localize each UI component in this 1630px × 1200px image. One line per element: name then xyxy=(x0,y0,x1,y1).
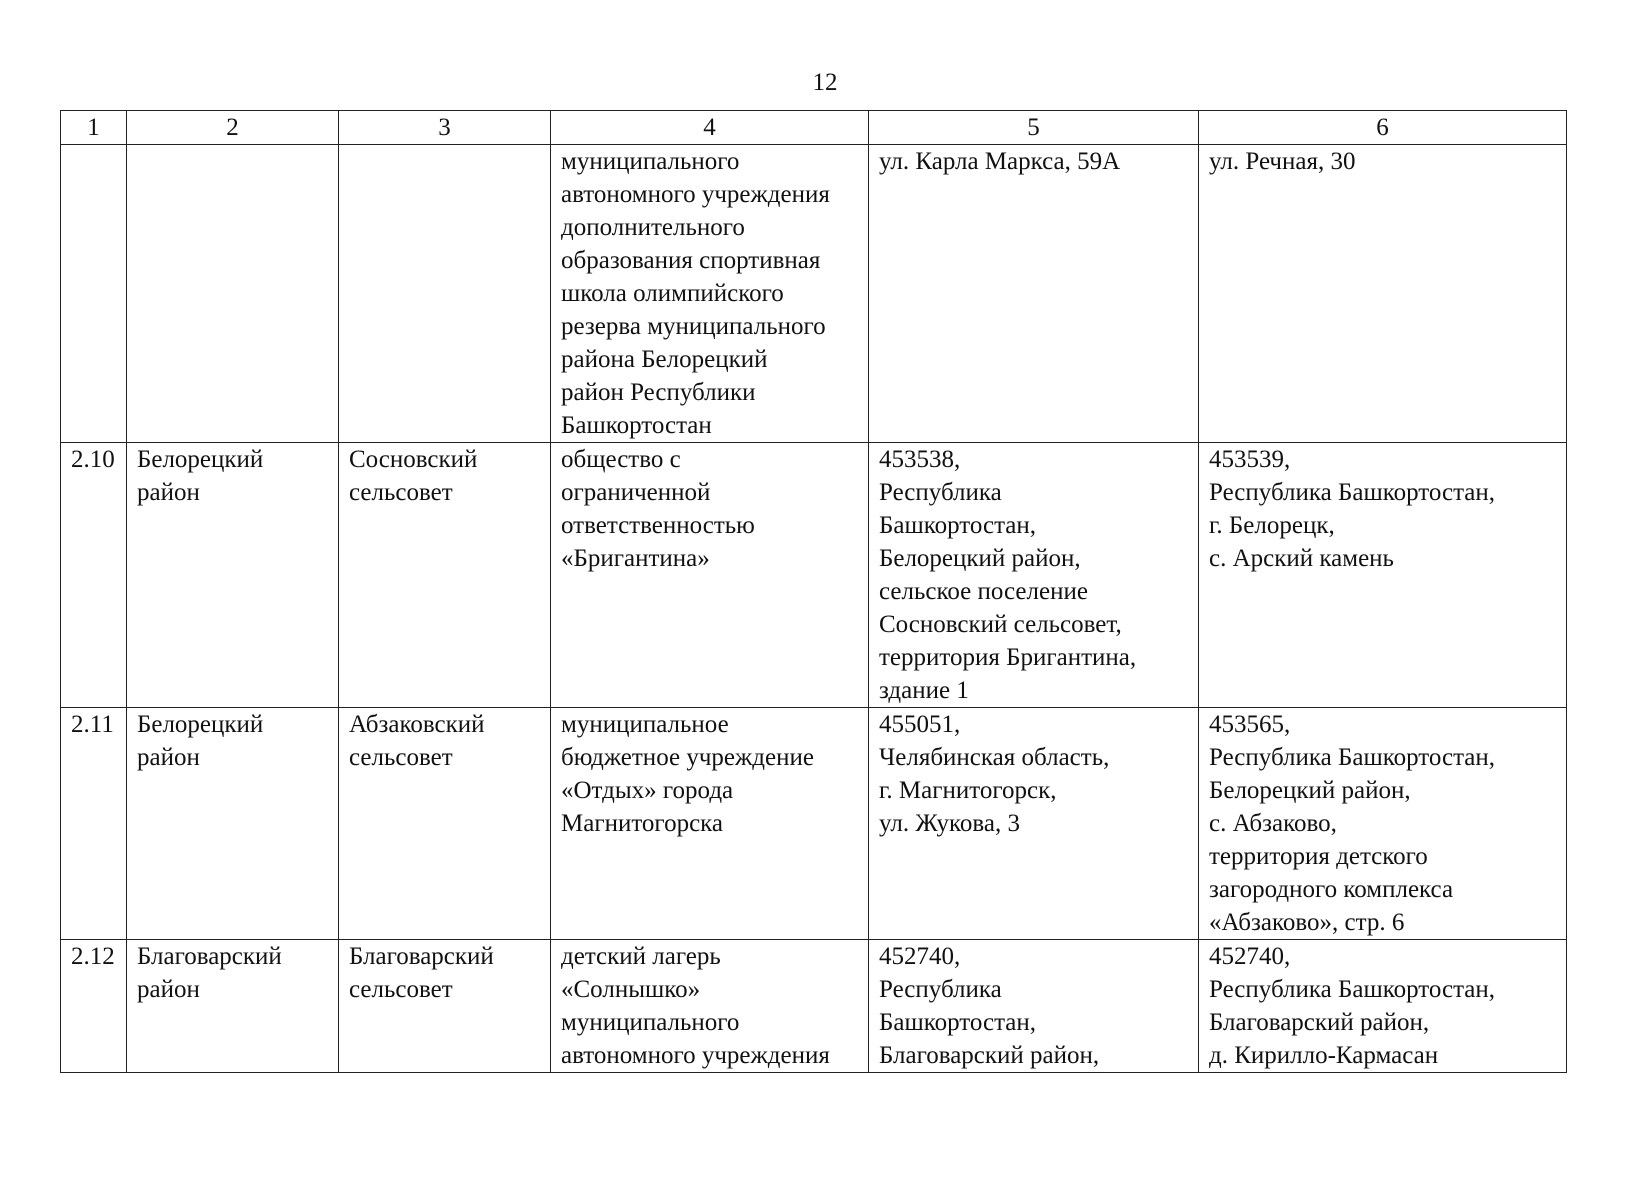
organization-cell xyxy=(551,145,869,443)
organization-cell xyxy=(551,940,869,1073)
legal-address-cell xyxy=(869,443,1199,708)
cell-line: 455051, xyxy=(879,711,961,738)
district-cell xyxy=(127,145,339,443)
cell-line: Белорецкий xyxy=(137,446,264,473)
row-number-cell: 2.12 xyxy=(61,940,127,1073)
cell-line: ограниченной xyxy=(561,479,711,506)
actual-address-cell xyxy=(1199,145,1567,443)
header-col-3: 3 xyxy=(339,111,551,145)
table-body xyxy=(61,145,1567,1073)
cell-line: Башкортостан, xyxy=(879,512,1037,539)
cell-line: Благоварский район, xyxy=(1209,1009,1430,1036)
cell-line: 452740, xyxy=(1209,943,1291,970)
cell-line: резерва муниципального xyxy=(561,313,826,340)
cell-line: ул. Речная, 30 xyxy=(1209,148,1356,175)
table-row xyxy=(61,145,1567,443)
header-col-4: 4 xyxy=(551,111,869,145)
cell-line: школа олимпийского xyxy=(561,280,784,307)
district-cell xyxy=(127,443,339,708)
cell-line: с. Абзаково, xyxy=(1209,810,1337,837)
cell-line: сельсовет xyxy=(349,479,453,506)
cell-line: район xyxy=(137,976,200,1003)
cell-line: Магнитогорска xyxy=(561,810,724,837)
table-row xyxy=(61,708,1567,940)
cell-line: с. Арский камень xyxy=(1209,545,1394,572)
cell-line: Республика xyxy=(879,976,1002,1003)
table-row xyxy=(61,940,1567,1073)
cell-line: сельское поселение xyxy=(879,578,1088,605)
cell-line: общество с xyxy=(561,446,681,473)
actual-address-cell xyxy=(1199,443,1567,708)
cell-line: 453538, xyxy=(879,446,961,473)
cell-line: Абзаковский xyxy=(349,711,485,738)
organization-cell xyxy=(551,708,869,940)
header-col-6: 6 xyxy=(1199,111,1567,145)
header-row xyxy=(61,111,1567,145)
cell-line: бюджетное учреждение xyxy=(561,744,814,771)
cell-line: Башкортостан, xyxy=(879,1009,1037,1036)
legal-address-cell xyxy=(869,145,1199,443)
cell-line: район xyxy=(137,744,200,771)
cell-line: сельсовет xyxy=(349,976,453,1003)
cell-line: Белорецкий район, xyxy=(1209,777,1411,804)
cell-line: Челябинская область, xyxy=(879,744,1110,771)
row-number-cell: 2.10 xyxy=(61,443,127,708)
council-cell xyxy=(339,145,551,443)
cell-line: образования спортивная xyxy=(561,247,821,274)
cell-line: Белорецкий xyxy=(137,711,264,738)
cell-line: дополнительного xyxy=(561,214,745,241)
cell-line: г. Магнитогорск, xyxy=(879,777,1057,804)
cell-line: «Солнышко» xyxy=(561,976,701,1003)
cell-line: «Абзаково», стр. 6 xyxy=(1209,909,1405,936)
cell-line: Республика Башкортостан, xyxy=(1209,744,1496,771)
cell-line: детский лагерь xyxy=(561,943,721,970)
cell-line: территория детского xyxy=(1209,843,1428,870)
actual-address-cell xyxy=(1199,708,1567,940)
cell-line: г. Белорецк, xyxy=(1209,512,1335,539)
actual-address-cell xyxy=(1199,940,1567,1073)
cell-line: Благоварский xyxy=(137,943,282,970)
cell-line: муниципальное xyxy=(561,711,729,738)
cell-line: территория Бригантина, xyxy=(879,644,1137,671)
cell-line: 452740, xyxy=(879,943,961,970)
cell-line: Сосновский сельсовет, xyxy=(879,611,1122,638)
table-row xyxy=(61,443,1567,708)
district-cell xyxy=(127,708,339,940)
cell-line: автономного учреждения xyxy=(561,1042,830,1069)
legal-address-cell xyxy=(869,940,1199,1073)
cell-line: Башкортостан xyxy=(561,412,712,439)
cell-line: сельсовет xyxy=(349,744,453,771)
cell-line: ответственностью xyxy=(561,512,755,539)
cell-line: Сосновский xyxy=(349,446,478,473)
cell-line: 453565, xyxy=(1209,711,1291,738)
cell-line: Республика Башкортостан, xyxy=(1209,479,1496,506)
organization-cell xyxy=(551,443,869,708)
header-col-5: 5 xyxy=(869,111,1199,145)
cell-line: Республика Башкортостан, xyxy=(1209,976,1496,1003)
cell-line: д. Кирилло-Кармасан xyxy=(1209,1042,1439,1069)
cell-line: муниципального xyxy=(561,1009,740,1036)
cell-line: муниципального xyxy=(561,148,740,175)
cell-line: «Бригантина» xyxy=(561,545,710,572)
cell-line: Благоварский район, xyxy=(879,1042,1100,1069)
cell-line: ул. Жукова, 3 xyxy=(879,810,1021,837)
council-cell xyxy=(339,708,551,940)
cell-line: здание 1 xyxy=(879,677,969,704)
cell-line: район Республики xyxy=(561,379,756,406)
page-number: 12 xyxy=(812,69,838,96)
council-cell xyxy=(339,940,551,1073)
row-number-cell: 2.11 xyxy=(61,708,127,940)
district-cell xyxy=(127,940,339,1073)
cell-line: загородного комплекса xyxy=(1209,876,1454,903)
cell-line: «Отдых» города xyxy=(561,777,734,804)
header-col-2: 2 xyxy=(127,111,339,145)
cell-line: ул. Карла Маркса, 59А xyxy=(879,148,1121,175)
cell-line: района Белорецкий xyxy=(561,346,768,373)
cell-line: Республика xyxy=(879,479,1002,506)
legal-address-cell xyxy=(869,708,1199,940)
cell-line: автономного учреждения xyxy=(561,181,830,208)
council-cell xyxy=(339,443,551,708)
header-col-1: 1 xyxy=(61,111,127,145)
document-table xyxy=(60,110,1567,1073)
cell-line: 453539, xyxy=(1209,446,1291,473)
row-number-cell xyxy=(61,145,127,443)
cell-line: Благоварский xyxy=(349,943,494,970)
table-header xyxy=(61,111,1567,145)
cell-line: Белорецкий район, xyxy=(879,545,1081,572)
cell-line: район xyxy=(137,479,200,506)
